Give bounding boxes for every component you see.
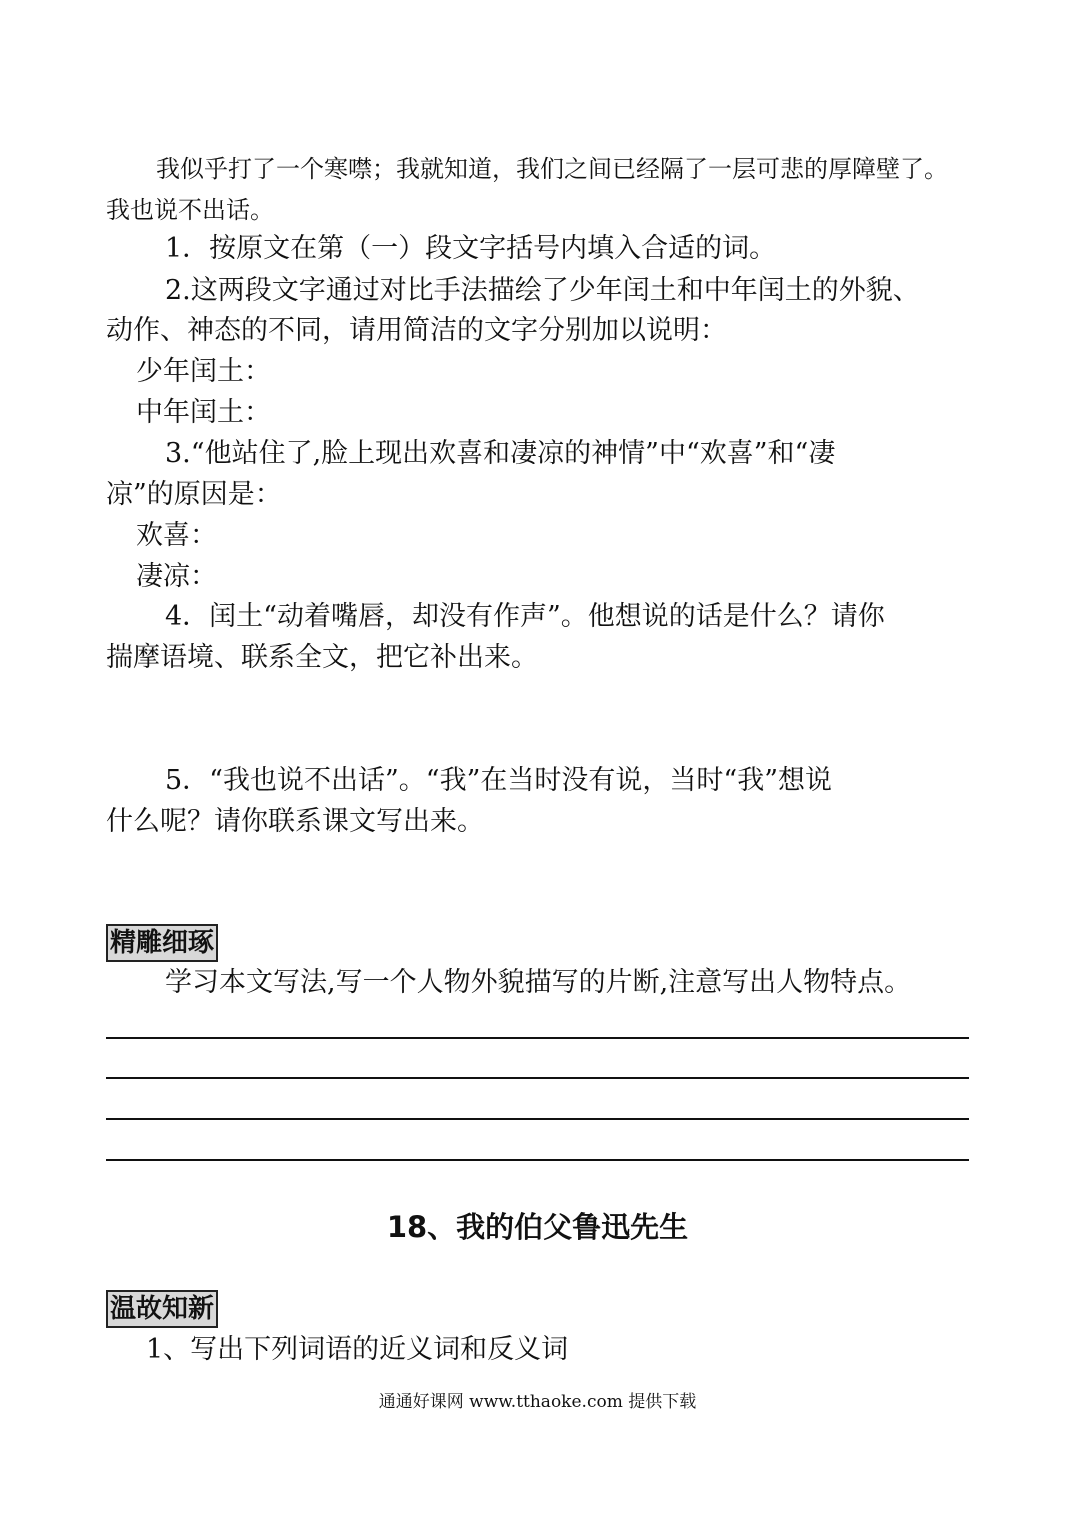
answer-label-middle-runtu: 中年闰土： — [136, 397, 271, 428]
question-3-line-1: 3.“他站住了,脸上现出欢喜和凄凉的神情”中“欢喜”和“凄 — [165, 438, 836, 469]
answer-line-4 — [106, 1159, 969, 1161]
section-badge-wengu: 温故知新 — [106, 1290, 218, 1328]
passage-line-2: 我也说不出话。 — [106, 196, 274, 224]
question-4-line-2: 揣摩语境、联系全文，把它补出来。 — [106, 642, 538, 673]
question-4-line-1: 4．闰土“动着嘴唇，却没有作声”。他想说的话是什么？请你 — [165, 601, 885, 632]
question-5-line-1: 5．“我也说不出话”。“我”在当时没有说，当时“我”想说 — [165, 765, 832, 796]
question-1: 1．按原文在第（一）段文字括号内填入合适的词。 — [165, 233, 777, 264]
answer-line-3 — [106, 1118, 969, 1120]
review-item-1: 1、写出下列词语的近义词和反义词 — [146, 1334, 569, 1365]
answer-line-2 — [106, 1077, 969, 1079]
question-2-line-1: 2.这两段文字通过对比手法描绘了少年闰土和中年闰土的外貌、 — [165, 275, 920, 306]
lesson-title: 18、我的伯父鲁迅先生 — [386, 1210, 689, 1244]
question-2-line-2: 动作、神态的不同，请用简洁的文字分别加以说明： — [106, 315, 727, 346]
writing-prompt: 学习本文写法,写一个人物外貌描写的片断,注意写出人物特点。 — [165, 967, 912, 998]
passage-line-1: 我似乎打了一个寒噤；我就知道，我们之间已经隔了一层可悲的厚障壁了。 — [156, 155, 948, 183]
question-5-line-2: 什么呢？请你联系课文写出来。 — [106, 806, 484, 837]
answer-line-1 — [106, 1037, 969, 1039]
page-footer: 通通好课网 www.tthaoke.com 提供下载 — [378, 1392, 697, 1412]
section-badge-jingdiao: 精雕细琢 — [106, 924, 218, 962]
answer-label-young-runtu: 少年闰土： — [136, 356, 271, 387]
answer-label-joy: 欢喜： — [136, 520, 217, 551]
question-3-line-2: 凉”的原因是： — [106, 479, 282, 510]
answer-label-sadness: 凄凉： — [136, 561, 217, 592]
